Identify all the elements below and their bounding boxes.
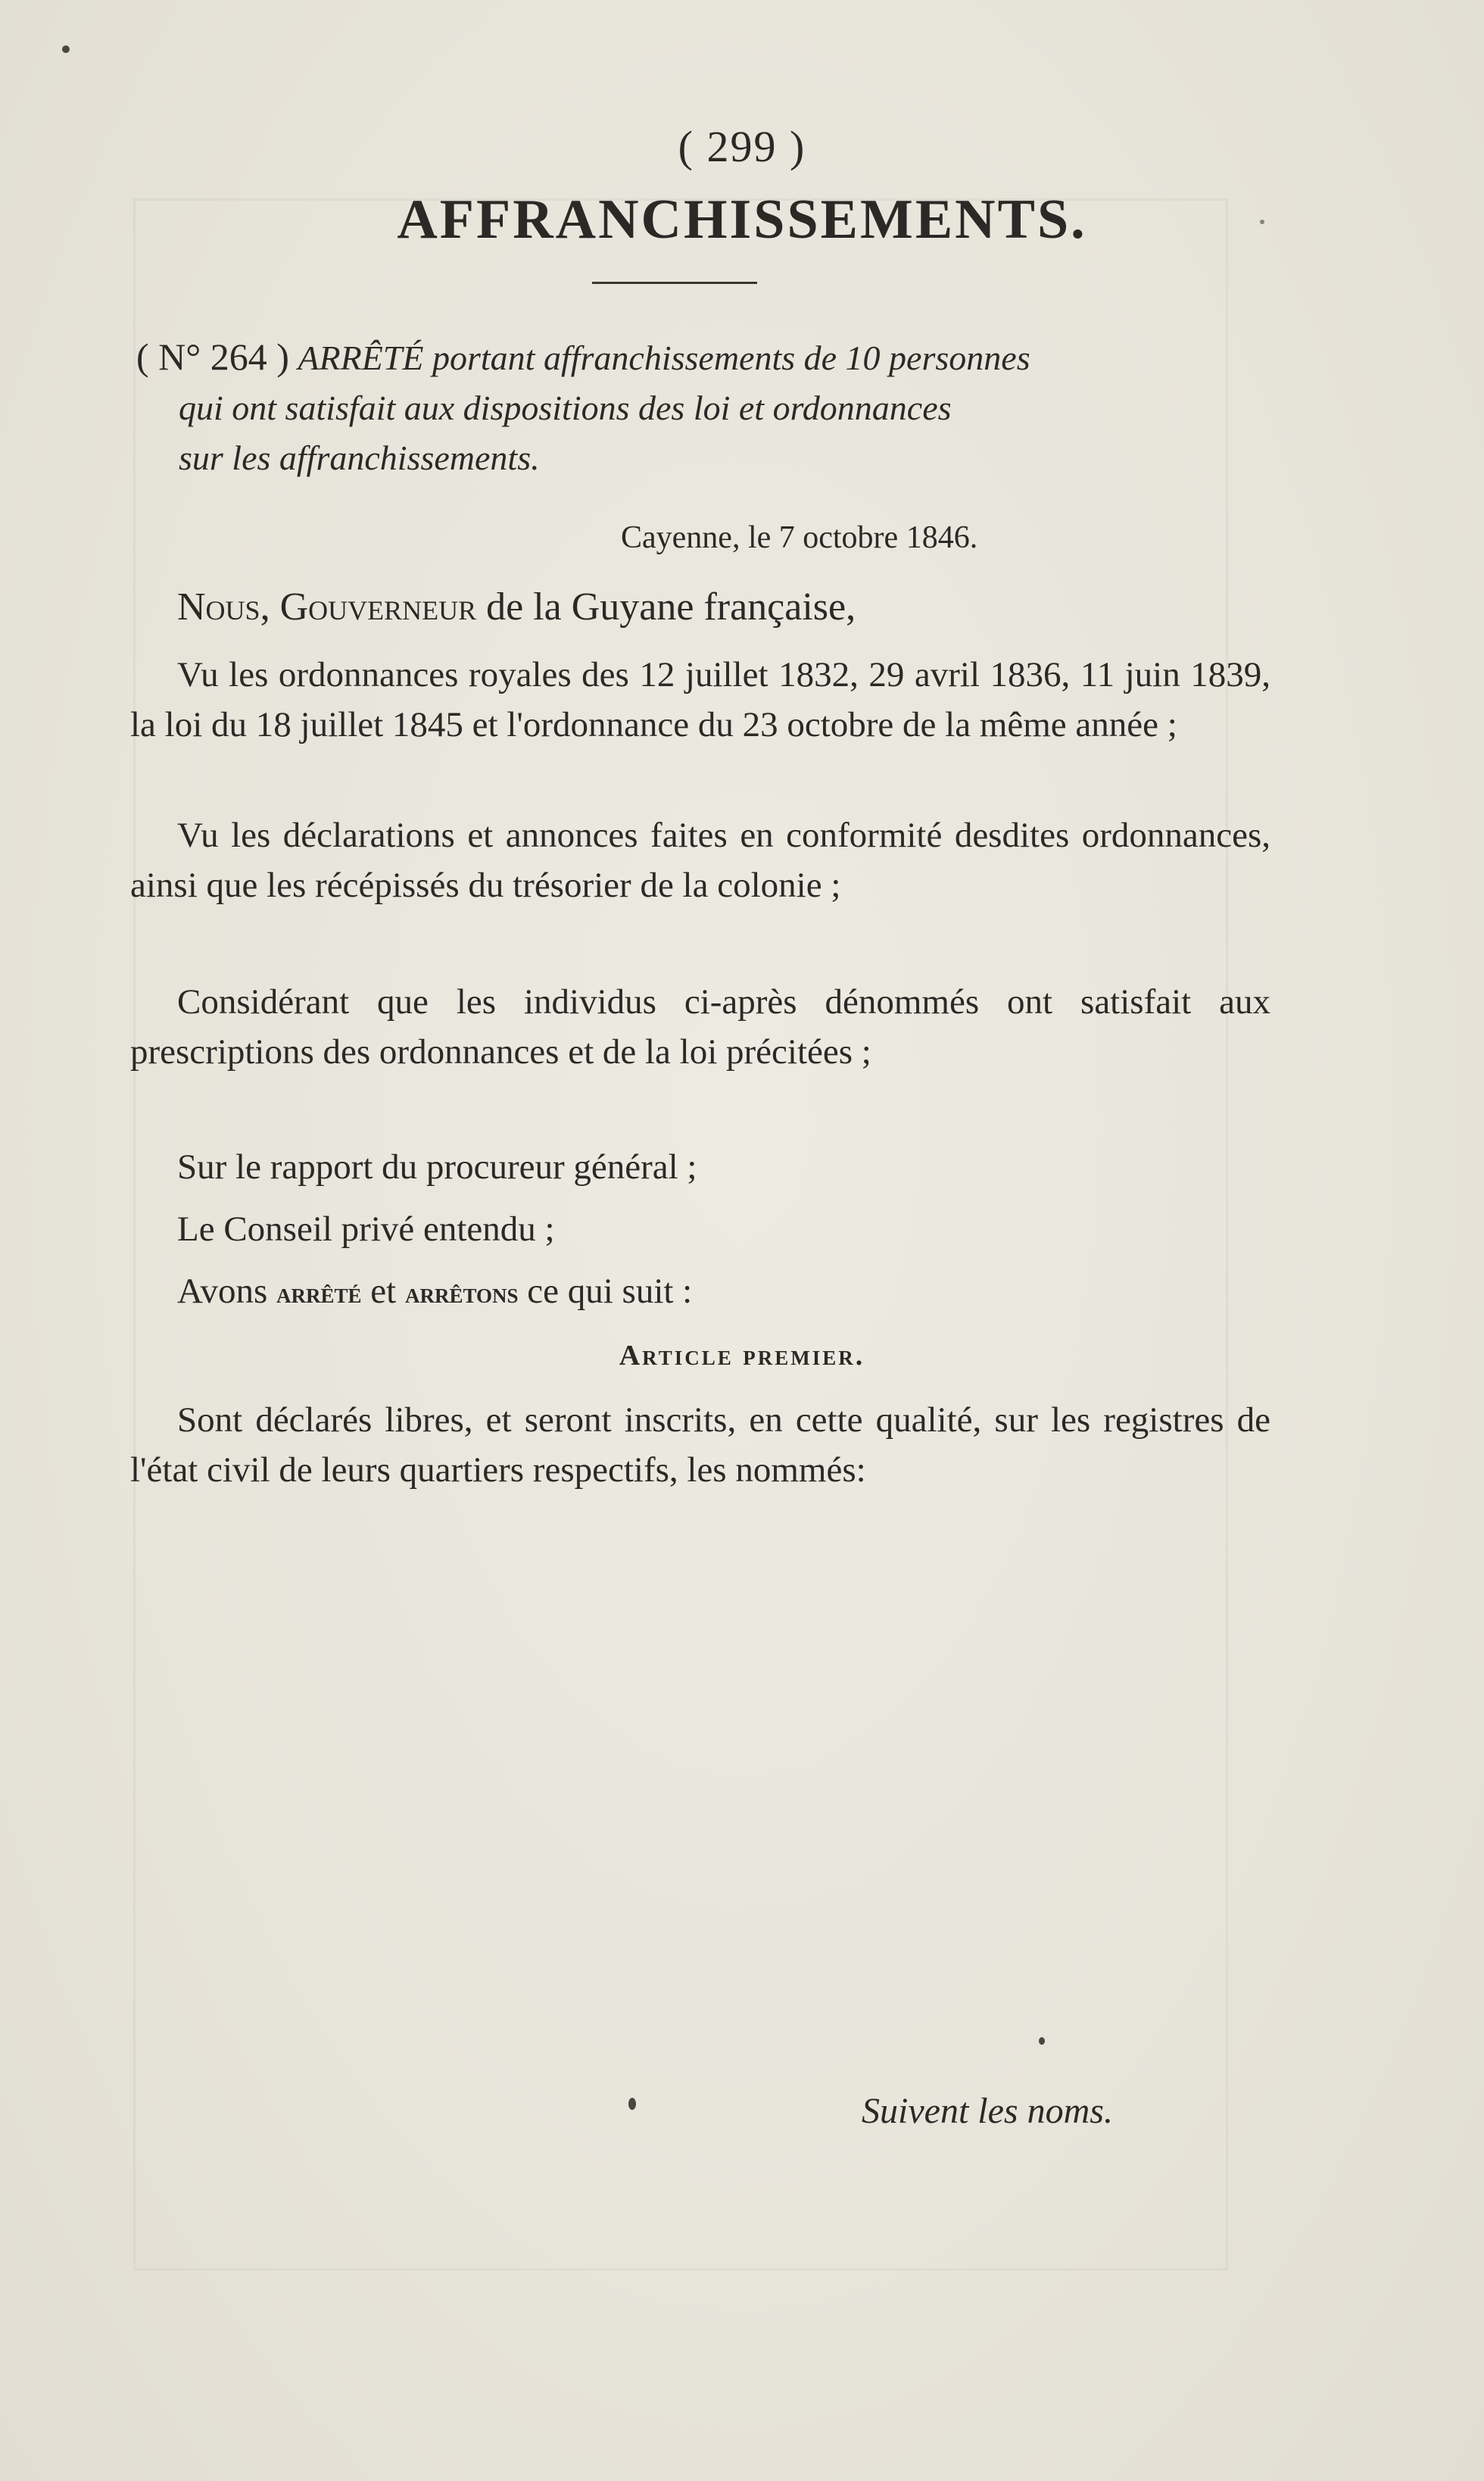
decree-title-line-1: ARRÊTÉ portant affranchissements de 10 personnes (298, 339, 1030, 377)
decree-title-line-3: sur les affranchissements. (179, 438, 540, 477)
paper-speck (1260, 220, 1264, 224)
paragraph-text: Sur le rapport du procureur général ; (177, 1147, 697, 1187)
decree-number: ( N° 264 ) (136, 335, 289, 378)
paragraph-ordonnances (130, 650, 1270, 750)
paragraph-text: Sont déclarés libres, et seront inscrits, en cette qualité, sur les registres de l'état civil de leurs quartiers respectifs, les nommés: (130, 1400, 1270, 1490)
article-heading: Article premier. (619, 1340, 865, 1372)
heading-rule (592, 282, 757, 284)
paragraph-text: Le Conseil privé entendu ; (177, 1209, 555, 1249)
paragraph-declarations (130, 810, 1270, 910)
footer-note: Suivent les noms. (862, 2091, 1113, 2131)
preamble (177, 585, 856, 629)
preamble-nous: Nous, (177, 585, 270, 629)
paragraph-text: Vu les ordonnances royales des 12 juillet 1832, 29 avril 1836, 11 juin 1839, la loi du 18 juillet 1845 et l'ordonnance du 23 octobre de la même année ; (130, 655, 1270, 744)
ce-qui-suit: ce qui suit : (527, 1272, 693, 1311)
paragraph-considerant (130, 977, 1270, 1077)
preamble-gouverneur: Gouverneur (279, 585, 477, 629)
paper-speck (628, 2098, 636, 2110)
paper-speck (1039, 2037, 1045, 2045)
decree-title (136, 332, 1272, 483)
paragraph-avons (130, 1266, 1270, 1319)
et-word: et (370, 1272, 397, 1311)
paragraph-text: Vu les déclarations et annonces faites en conformité desdites ordonnances, ainsi que les récépissés du trésorier de la colonie ; (130, 816, 1270, 905)
arretons-word: arrêtons (404, 1278, 519, 1309)
paragraph-rapport (130, 1142, 1270, 1192)
preamble-rest: de la Guyane française, (486, 585, 856, 629)
page-number: ( 299 ) (678, 122, 806, 171)
paragraph-sont-declares (130, 1395, 1270, 1495)
decree-title-line-2: qui ont satisfait aux dispositions des loi et ordonnances (179, 389, 952, 427)
paragraph-conseil (130, 1204, 1270, 1254)
avons-word: Avons (177, 1272, 268, 1311)
arrete-word: arrêté (276, 1278, 362, 1309)
section-heading: AFFRANCHISSEMENTS. (397, 189, 1087, 251)
paragraph-text: Considérant que les individus ci-après dénommés ont satisfait aux prescriptions des ordonnances et de la loi précitées ; (130, 982, 1270, 1072)
paper-speck (62, 45, 70, 53)
place-date: Cayenne, le 7 octobre 1846. (621, 520, 978, 555)
